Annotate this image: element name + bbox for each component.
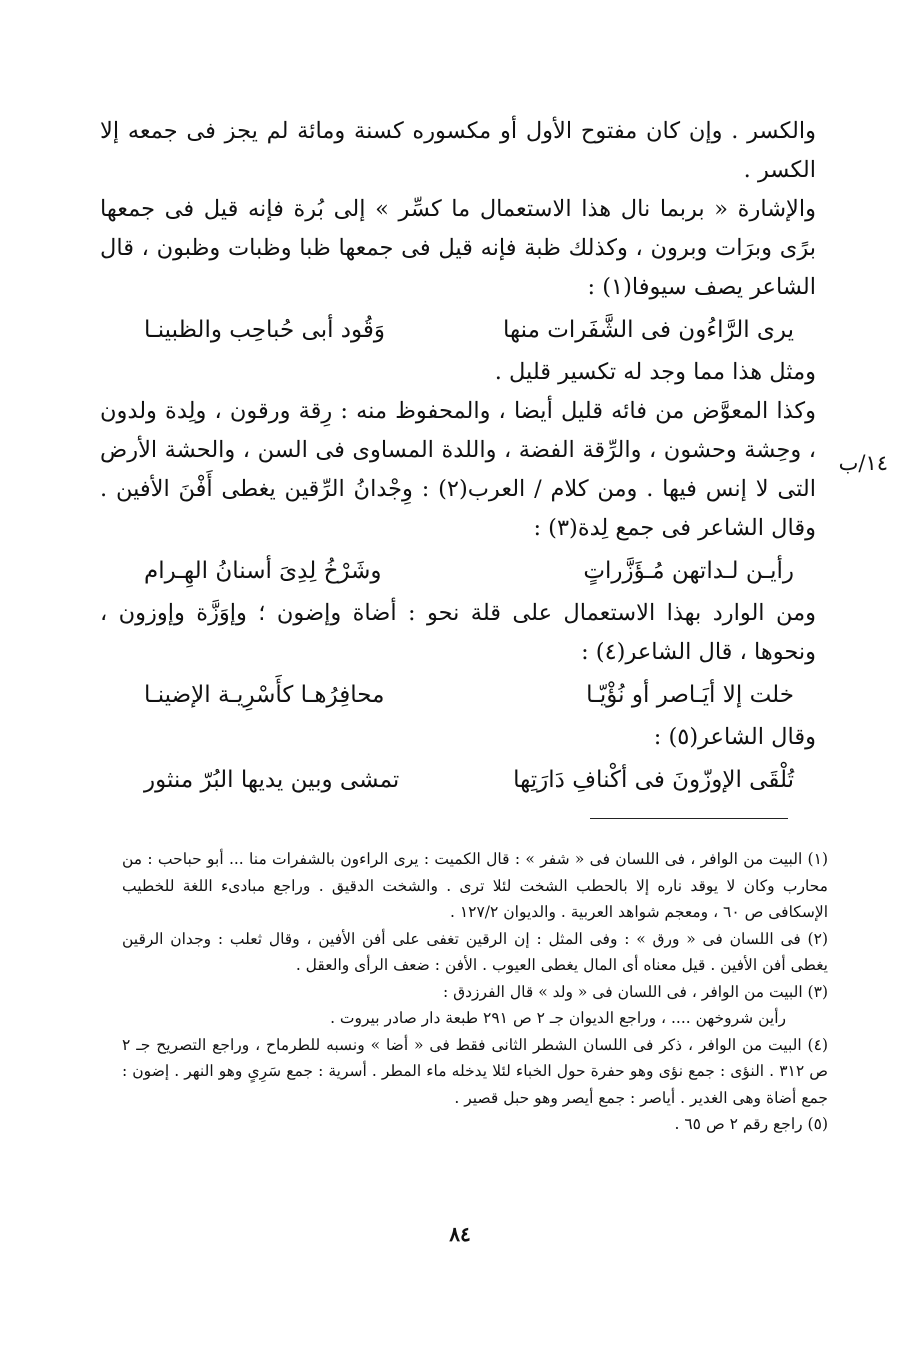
verse-2-second-hemistich: وشَرْخُ لِدِىَ أسنانُ الهِـرام: [144, 558, 382, 584]
page-number: ٨٤: [449, 1222, 471, 1246]
main-text: [100, 112, 816, 803]
footnote-5: (٥) راجع رقم ٢ ص ٦٥ .: [674, 1115, 828, 1133]
verse-3-first-hemistich: خلت إلا أيَـاصر أو نُؤْيّـا: [586, 682, 794, 708]
footnote-divider: [590, 818, 788, 819]
verse-2: [100, 548, 816, 594]
verse-1: [100, 307, 816, 353]
verse-1-first-hemistich: يرى الرَّاءُون فى الشَّفَرات منها: [503, 317, 794, 343]
verse-1-second-hemistich: وَقُود أبى حُباحِب والظبينـا: [144, 317, 386, 343]
paragraph-2: والإشارة « بربما نال هذا الاستعمال ما كسِّر » إلى بُرة فإنه قيل فى جمعها برًى وبرَات وبرون ، وكذلك ظبة فإنه قيل فى جمعها ظبا وظبات وظبون ، قال الشاعر يصف سيوفا(١) :: [100, 196, 816, 300]
margin-folio-note: ١٤/ب: [838, 451, 888, 475]
footnote-4: (٤) البيت من الوافر ، ذكر فى اللسان الشطر الثانى فقط فى « أضا » ونسبه للطرماح ، وراجع التصريح جـ ٢ ص ٣١٢ . النؤى : جمع نؤى وهو حفرة حول الخباء لئلا يدخله ماء المطر . أسرية : جمع سَرِىٍ وهو النهر . إضون : جمع أضاة وهى الغدير . أياصر : جمع أيصر وهو حبل قصير .: [122, 1035, 829, 1107]
footnote-3: (٣) البيت من الوافر ، فى اللسان فى « ولد » قال الفرزدق :: [442, 982, 828, 1001]
footnotes: [122, 846, 828, 1138]
paragraph-6: وقال الشاعر(٥) :: [653, 724, 816, 750]
verse-4-second-hemistich: تمشى وبين يديها البُرّ منثور: [144, 767, 400, 793]
paragraph-3: ومثل هذا مما وجد له تكسير قليل .: [494, 359, 816, 385]
footnote-1: (١) البيت من الوافر ، فى اللسان فى « شفر » : قال الكميت : يرى الراءون بالشفرات منا ... أبو حباحب : من محارب وكان لا يوقد ناره إلا بالحطب الشخت لئلا ترى . والشخت الدقيق . وراجع مبادىء اللغة للخطيب الإسكافى ص ٦٠ ، ومعجم شواهد العربية . والديوان ١٢٧/٢ .: [122, 850, 828, 921]
footnote-2: (٢) فى اللسان فى « ورق » : وفى المثل : إن الرقين تغفى على أفن الأفين ، وقال ثعلب : وجدان الرقين يغطى أفن الأفين . قيل معناه أى المال يغطى العيوب . الأفن : ضعف الرأى والعقل .: [122, 929, 828, 974]
verse-3: [100, 672, 816, 718]
paragraph-1: والكسر . وإن كان مفتوح الأول أو مكسوره كسنة ومائة لم يجز فى جمعه إلا الكسر .: [100, 118, 816, 183]
paragraph-5: ومن الوارد بهذا الاستعمال على قلة نحو : أضاة وإضون ؛ وإوَزَّة وإوزون ، ونحوها ، قال الشاعر(٤) :: [100, 600, 816, 665]
verse-4: [100, 757, 816, 803]
footnote-3-continuation: رأين شروخهن .... ، وراجع الديوان جـ ٢ ص ٢٩١ طبعة دار صادر بيروت .: [330, 1009, 786, 1027]
paragraph-4: وكذا المعوَّض من فائه قليل أيضا ، والمحفوظ منه : رِقة ورقون ، ولِدة ولدون ، وحِشة وحشون ، والرِّقة الفضة ، واللدة المساوى فى السن ، والحشة الأرض التى لا إنس فيها . ومن كلام / العرب(٢) : وِجْدانُ الرِّقين يغطى أَفْنَ الأفين . وقال الشاعر فى جمع لِدة(٣) :: [100, 398, 816, 541]
verse-2-first-hemistich: رأيـن لـداتهن مُـؤَزَّراتٍ: [583, 558, 794, 584]
verse-3-second-hemistich: محافِرُهـا كأَسْرِيـة الإضينـا: [144, 682, 385, 708]
verse-4-first-hemistich: تُلْقَى الإوزّونَ فى أكْنافِ دَارَتِها: [513, 767, 794, 793]
